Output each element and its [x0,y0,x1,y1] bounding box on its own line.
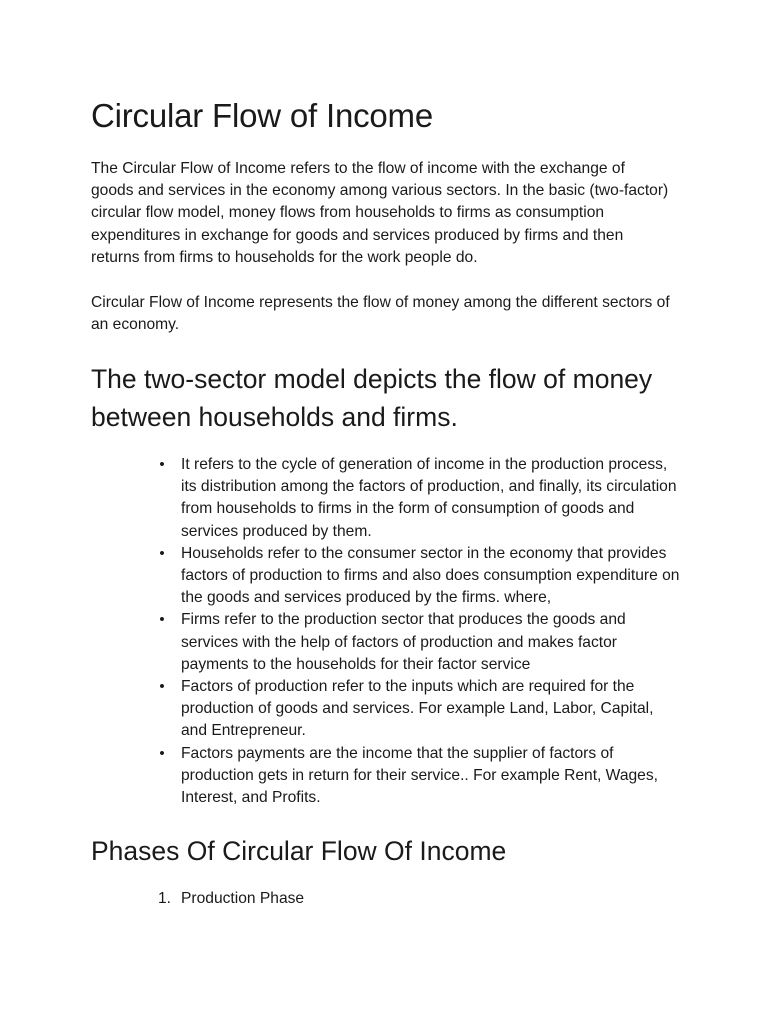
list-item [159,676,681,743]
phases-heading: Phases Of Circular Flow Of Income [91,836,507,866]
list-item [159,543,681,610]
list-item-text: Factors of production refer to the inputs which are required for the production of goods and services. For example Land, Labor, Capital, and Entrepreneur. [181,678,654,740]
phase-number: 1. [158,890,172,907]
bullet-icon: • [159,456,165,473]
bullet-list [159,454,681,809]
list-item [159,609,681,676]
list-item [159,454,681,543]
section-heading: The two-sector model depicts the flow of money between households and firms. [91,364,653,432]
bullet-icon: • [159,678,165,696]
bullet-icon: • [159,744,165,762]
list-item-text: Factors payments are the income that the supplier of factors of production gets in return for their service.. For example Rent, Wages, Interest, and Profits. [181,744,658,807]
page-title: Circular Flow of Income [91,97,433,134]
phases-list [158,888,661,910]
list-item-text: Firms refer to the production sector that produces the goods and services with the help of factors of production and makes factor payments to the households for their factor service [181,611,626,673]
list-item [159,743,681,810]
phase-item [158,888,661,910]
phase-label: Production Phase [181,890,305,907]
bullet-icon: • [159,544,165,562]
list-item-text: Households refer to the consumer sector in the economy that provides factors of production to firms and also does consumption expenditure on the goods and services produced by the firms. where, [181,544,680,607]
definition-paragraph: Circular Flow of Income represents the flow of money among the different sectors of an economy. [91,294,670,334]
intro-paragraph: The Circular Flow of Income refers to the flow of income with the exchange of goods and services in the economy among various sectors. In the basic (two-factor) circular flow model, money flows from households to firms as consumption expenditures in exchange for goods and services produced by firms and then returns from firms to households for the work people do. [91,160,669,266]
list-item-text: It refers to the cycle of generation of income in the production process, its distribution among the factors of production, and finally, its circulation from households to firms in the form of consumption of goods and services produced by them. [181,456,677,540]
bullet-icon: • [159,611,165,629]
